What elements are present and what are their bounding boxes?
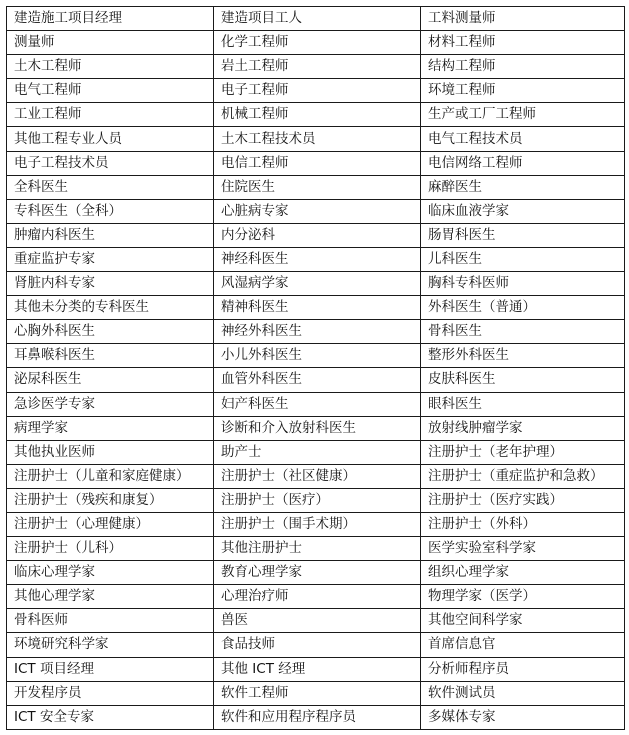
table-cell: 分析师程序员 [421,657,625,681]
table-cell: 肾脏内科专家 [7,272,214,296]
table-cell: 心理治疗师 [214,585,421,609]
table-row [7,272,625,296]
table-cell: 住院医生 [214,175,421,199]
table-cell: 注册护士（医疗） [214,488,421,512]
table-cell: 电信网络工程师 [421,151,625,175]
table-row [7,657,625,681]
table-cell: 其他执业医师 [7,440,214,464]
table-cell: 环境研究科学家 [7,633,214,657]
table-row [7,392,625,416]
table-cell: 肠胃科医生 [421,223,625,247]
table-cell: 其他注册护士 [214,537,421,561]
table-cell: 医学实验室科学家 [421,537,625,561]
table-cell: 其他空间科学家 [421,609,625,633]
table-cell: 注册护士（残疾和康复） [7,488,214,512]
table-cell: 其他心理学家 [7,585,214,609]
table-cell: 化学工程师 [214,31,421,55]
table-cell: 皮肤科医生 [421,368,625,392]
table-cell: 放射线肿瘤学家 [421,416,625,440]
table-cell: 血管外科医生 [214,368,421,392]
table-cell: 电子工程师 [214,79,421,103]
table-cell: 妇产科医生 [214,392,421,416]
table-cell: 其他 ICT 经理 [214,657,421,681]
table-row [7,368,625,392]
table-cell: 建造项目工人 [214,7,421,31]
table-row [7,681,625,705]
table-cell: 眼科医生 [421,392,625,416]
table-cell: 土木工程技术员 [214,127,421,151]
table-cell: 肿瘤内科医生 [7,223,214,247]
table-cell: 注册护士（外科） [421,512,625,536]
table-cell: 其他工程专业人员 [7,127,214,151]
table-cell: 注册护士（重症监护和急救） [421,464,625,488]
table-cell: 环境工程师 [421,79,625,103]
table-row [7,512,625,536]
table-cell: 精神科医生 [214,296,421,320]
table-cell: 外科医生（普通） [421,296,625,320]
table-row [7,247,625,271]
table-cell: 内分泌科 [214,223,421,247]
table-cell: 软件工程师 [214,681,421,705]
occupation-table-body [7,7,625,730]
table-cell: 建造施工项目经理 [7,7,214,31]
table-cell: 儿科医生 [421,247,625,271]
table-cell: 骨科医生 [421,320,625,344]
table-cell: 物理学家（医学） [421,585,625,609]
table-row [7,79,625,103]
table-cell: 诊断和介入放射科医生 [214,416,421,440]
table-row [7,175,625,199]
table-row [7,55,625,79]
table-row [7,561,625,585]
table-cell: 注册护士（医疗实践） [421,488,625,512]
table-cell: 首席信息官 [421,633,625,657]
table-cell: 教育心理学家 [214,561,421,585]
table-cell: 测量师 [7,31,214,55]
table-row [7,440,625,464]
table-cell: 电气工程师 [7,79,214,103]
table-row [7,633,625,657]
table-row [7,31,625,55]
table-row [7,416,625,440]
table-cell: 多媒体专家 [421,705,625,729]
table-cell: 生产或工厂工程师 [421,103,625,127]
table-row [7,199,625,223]
table-cell: 软件和应用程序程序员 [214,705,421,729]
table-cell: 注册护士（心理健康） [7,512,214,536]
table-cell: 材料工程师 [421,31,625,55]
table-cell: 胸科专科医师 [421,272,625,296]
table-cell: 机械工程师 [214,103,421,127]
table-row [7,223,625,247]
table-cell: 工业工程师 [7,103,214,127]
table-row [7,464,625,488]
table-cell: 临床心理学家 [7,561,214,585]
table-row [7,585,625,609]
table-cell: 软件测试员 [421,681,625,705]
table-cell: 结构工程师 [421,55,625,79]
table-cell: 土木工程师 [7,55,214,79]
table-cell: 全科医生 [7,175,214,199]
table-cell: 注册护士（老年护理） [421,440,625,464]
table-cell: 急诊医学专家 [7,392,214,416]
table-cell: 电子工程技术员 [7,151,214,175]
table-cell: 注册护士（儿童和家庭健康） [7,464,214,488]
table-cell: 电信工程师 [214,151,421,175]
table-cell: 耳鼻喉科医生 [7,344,214,368]
table-cell: 食品技师 [214,633,421,657]
table-cell: 临床血液学家 [421,199,625,223]
table-cell: 骨科医师 [7,609,214,633]
table-row [7,344,625,368]
table-cell: 神经外科医生 [214,320,421,344]
table-row [7,609,625,633]
table-cell: 整形外科医生 [421,344,625,368]
table-cell: 注册护士（社区健康） [214,464,421,488]
table-row [7,103,625,127]
table-cell: 神经科医生 [214,247,421,271]
table-cell: 注册护士（儿科） [7,537,214,561]
table-cell: 岩土工程师 [214,55,421,79]
table-cell: 工料测量师 [421,7,625,31]
table-row [7,151,625,175]
table-cell: ICT 安全专家 [7,705,214,729]
table-cell: 其他未分类的专科医生 [7,296,214,320]
table-cell: 注册护士（围手术期） [214,512,421,536]
table-row [7,127,625,151]
table-cell: 兽医 [214,609,421,633]
table-row [7,488,625,512]
table-row [7,705,625,729]
table-cell: 专科医生（全科） [7,199,214,223]
table-cell: 电气工程技术员 [421,127,625,151]
table-cell: 风湿病学家 [214,272,421,296]
table-cell: 组织心理学家 [421,561,625,585]
table-cell: 心脏病专家 [214,199,421,223]
table-cell: 小儿外科医生 [214,344,421,368]
table-cell: 心胸外科医生 [7,320,214,344]
table-row [7,296,625,320]
table-row [7,7,625,31]
table-cell: 助产士 [214,440,421,464]
table-cell: 开发程序员 [7,681,214,705]
table-cell: ICT 项目经理 [7,657,214,681]
table-cell: 重症监护专家 [7,247,214,271]
table-cell: 麻醉医生 [421,175,625,199]
table-row [7,320,625,344]
table-cell: 病理学家 [7,416,214,440]
occupation-table [6,6,625,730]
table-row [7,537,625,561]
table-cell: 泌尿科医生 [7,368,214,392]
